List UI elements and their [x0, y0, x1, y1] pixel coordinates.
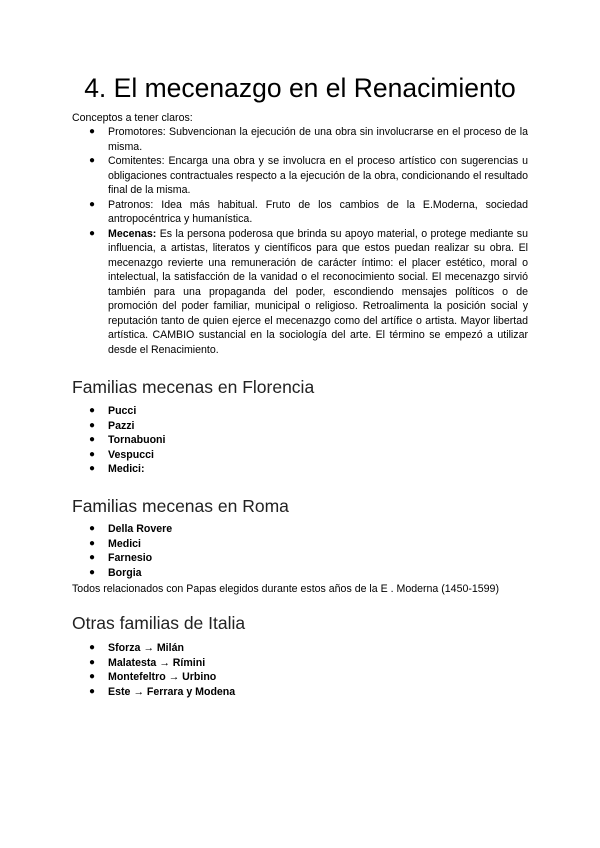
otras-families-list	[72, 641, 528, 699]
list-item	[72, 227, 528, 358]
bullet-icon: ●	[89, 671, 96, 682]
concepts-list	[72, 125, 528, 357]
bullet-icon: ●	[89, 656, 96, 668]
concept-text: Es la persona poderosa que brinda su apoyo material, o protege mediante su influencia, a artistas, literatos y científicos para que estos puedan realizar su obra. El mecenazgo revierte una remuneración de carácter íntimo: el placer estético, moral o intelectual, la satisfacción de la vanidad o el reconocimiento social. El mecenazgo sirvió también para una propaganda del poder, escondiendo mensajes políticos o de promoción del poder familiar, municipal o religioso. Retroalimenta la posición social y reputación tanto de quien ejerce el mecenazgo como del artífice o artista. Mayor libertad artística. CAMBIO sustancial en la sociología del arte. El término se empezó a utilizar desde el Renacimiento.	[108, 227, 528, 356]
bullet-icon: ●	[89, 566, 96, 578]
concept-term: Mecenas:	[108, 227, 157, 240]
bullet-icon: ●	[89, 537, 96, 549]
intro-text: Conceptos a tener claros:	[72, 112, 193, 124]
concept-text: Patronos: Idea más habitual. Fruto de los cambios de la E.Moderna, sociedad antropocéntrica y humanística.	[108, 198, 528, 225]
bullet-icon: ●	[89, 642, 96, 653]
concept-text: Comitentes: Encarga una obra y se involucra en el proceso artístico con sugerencias u obligaciones contractuales respecto a la ejecución de la obra, condicionando el resultado final de la misma.	[108, 155, 528, 196]
section-heading-florencia: Familias mecenas en Florencia	[72, 377, 315, 397]
list-item: ● Este → Ferrara y Modena	[89, 685, 236, 698]
page-title: 4. El mecenazgo en el Renacimiento	[84, 73, 516, 103]
bullet-icon: ●	[89, 198, 96, 210]
bullet-icon: ●	[89, 448, 96, 460]
list-item: ● Medici	[89, 537, 141, 550]
section-heading-roma: Familias mecenas en Roma	[72, 496, 289, 516]
bullet-icon: ●	[89, 685, 96, 697]
bullet-icon: ●	[89, 227, 96, 239]
list-item: ● Vespucci	[89, 448, 154, 461]
list-item	[72, 125, 528, 154]
bullet-icon: ●	[89, 434, 96, 445]
list-item: ● Sforza → Milán	[89, 642, 184, 654]
roma-families-list	[72, 522, 528, 580]
list-item: ● Pazzi	[89, 419, 135, 432]
bullet-icon: ●	[89, 523, 96, 534]
list-item: ● Della Rovere	[89, 523, 173, 535]
bullet-icon: ●	[89, 126, 96, 137]
list-item: ● Malatesta → Rímini	[89, 656, 206, 669]
florencia-families-list	[72, 404, 528, 477]
bullet-icon: ●	[89, 405, 96, 416]
list-item	[72, 154, 528, 198]
list-item: ● Medici:	[89, 463, 145, 475]
bullet-icon: ●	[89, 552, 96, 563]
list-item: ● Montefeltro → Urbino	[89, 671, 217, 683]
list-item	[72, 198, 528, 227]
bullet-icon: ●	[89, 419, 96, 431]
list-item: ● Farnesio	[89, 552, 153, 564]
concept-text: Promotores: Subvencionan la ejecución de una obra sin involucrarse en el proceso de la misma.	[108, 126, 528, 153]
list-item: ● Pucci	[89, 405, 137, 417]
list-item: ● Tornabuoni	[89, 434, 166, 446]
section-heading-otras: Otras familias de Italia	[72, 613, 246, 633]
bullet-icon: ●	[89, 463, 96, 474]
roma-note: Todos relacionados con Papas elegidos durante estos años de la E . Moderna (1450-1599)	[72, 583, 499, 595]
bullet-icon: ●	[89, 155, 96, 166]
list-item: ● Borgia	[89, 566, 142, 579]
